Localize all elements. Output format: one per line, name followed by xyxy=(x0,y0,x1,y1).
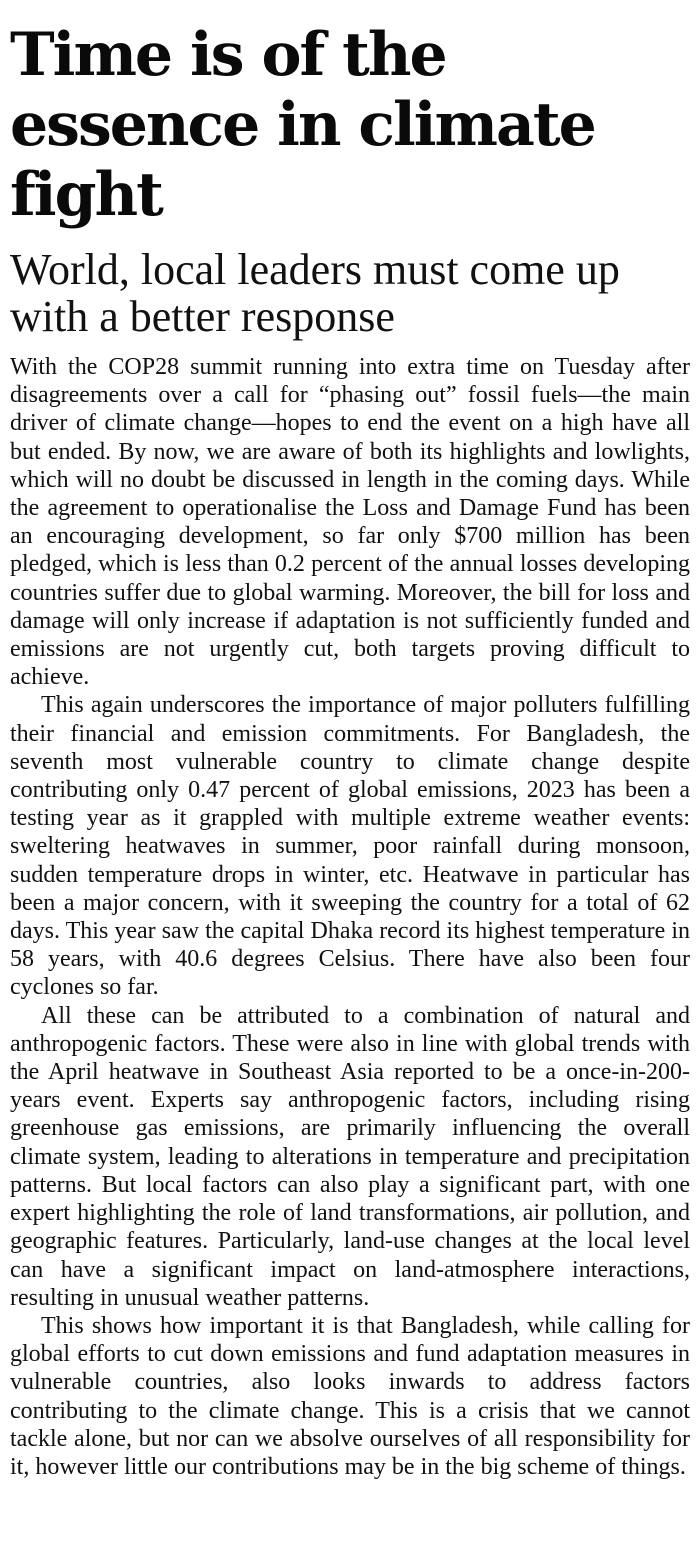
headline: Time is of the essence in climate fight xyxy=(10,20,595,230)
body-paragraph-1: With the COP28 summit running into extra time on Tuesday after disagreements over a call for “phasing out” fossil fuels—the main driver of climate change—hopes to end the event on a high have all but ended. By now, we are aware of both its highlights and lowlights, which will no doubt be discussed in length in the coming days. While the agreement to operationalise the Loss and Damage Fund has been an encouraging development, so far only $700 million has been pledged, which is less than 0.2 percent of the annual losses developing countries suffer due to global warming. Moreover, the bill for loss and damage will only increase if adaptation is not sufficiently funded and emissions are not urgently cut, both targets proving difficult to achieve. xyxy=(10,354,690,691)
body-paragraph-2: This again underscores the importance of major polluters fulfilling their financial and emission commitments. For Bangladesh, the seventh most vulnerable country to climate change despite contributing only 0.47 percent of global emissions, 2023 has been a testing year as it grappled with multiple extreme weather events: sweltering heatwaves in summer, poor rainfall during monsoon, sudden temperature drops in winter, etc. Heatwave in particular has been a major concern, with it sweeping the country for a total of 62 days. This year saw the capital Dhaka record its highest temperature in 58 years, with 40.6 degrees Celsius. There have also been four cyclones so far. xyxy=(10,692,690,1001)
subheadline: World, local leaders must come up with a better response xyxy=(10,245,620,341)
body-paragraph-3: All these can be attributed to a combination of natural and anthropogenic factors. These were also in line with global trends with the April heatwave in Southeast Asia reported to be a once-in-200-years event. Experts say anthropogenic factors, including rising greenhouse gas emissions, are primarily influencing the overall climate system, leading to alterations in temperature and precipitation patterns. But local factors can also play a significant part, with one expert highlighting the role of land transformations, air pollution, and geographic features. Particularly, land-use changes at the local level can have a significant impact on land-atmosphere interactions, resulting in unusual weather patterns. xyxy=(10,1002,690,1311)
article-body xyxy=(10,353,690,1481)
body-paragraph-4: This shows how important it is that Bangladesh, while calling for global efforts to cut down emissions and fund adaptation measures in vulnerable countries, also looks inwards to address factors contributing to the climate change. This is a crisis that we cannot tackle alone, but nor can we absolve ourselves of all responsibility for it, however little our contributions may be in the big scheme of things. xyxy=(10,1312,690,1480)
